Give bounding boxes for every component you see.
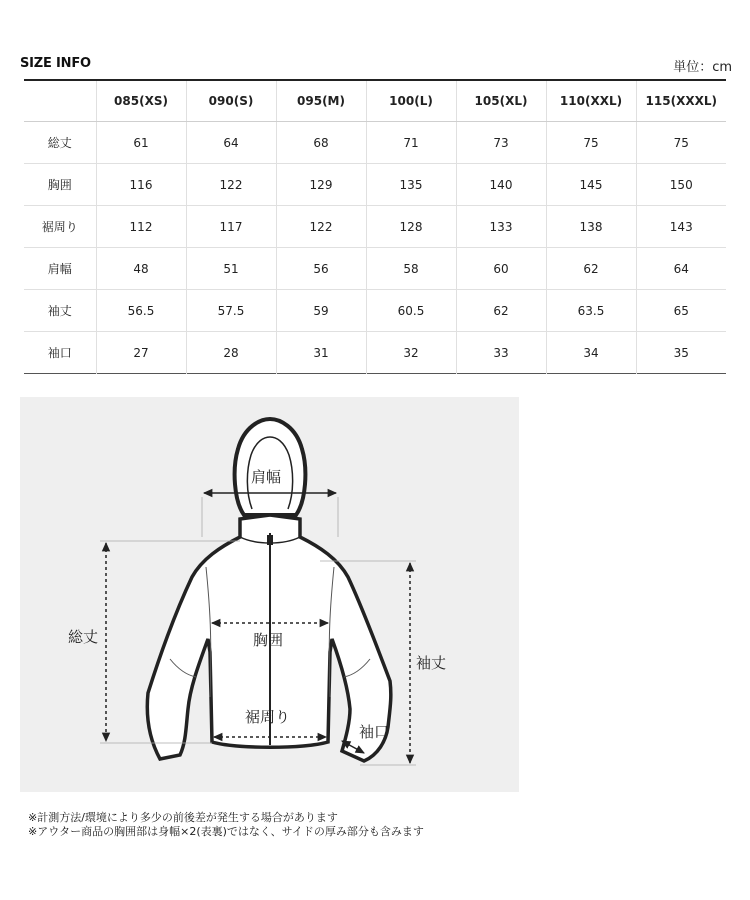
table-cell: 145 (546, 164, 636, 206)
table-row (24, 122, 726, 164)
table-cell: 58 (366, 248, 456, 290)
label-chest: 胸囲 (253, 631, 284, 649)
table-cell: 56.5 (96, 290, 186, 332)
table-cell: 65 (636, 290, 726, 332)
row-label: 袖口 (24, 332, 96, 374)
table-cell: 64 (636, 248, 726, 290)
table-cell: 60.5 (366, 290, 456, 332)
notes (28, 811, 424, 839)
table-cell: 57.5 (186, 290, 276, 332)
table-row (24, 248, 726, 290)
table-row (24, 164, 726, 206)
table-cell: 51 (186, 248, 276, 290)
table-cell: 48 (96, 248, 186, 290)
size-table (24, 79, 726, 374)
table-cell: 75 (546, 122, 636, 164)
label-shoulder: 肩幅 (251, 468, 282, 486)
table-cell: 59 (276, 290, 366, 332)
table-cell: 140 (456, 164, 546, 206)
table-cell: 122 (276, 206, 366, 248)
table-cell: 129 (276, 164, 366, 206)
row-label: 裾周り (24, 206, 96, 248)
table-cell: 116 (96, 164, 186, 206)
note-line: ※アウター商品の胸囲部は身幅×2(表裏)ではなく、サイドの厚み部分も含みます (28, 825, 424, 838)
table-cell: 117 (186, 206, 276, 248)
table-cell: 62 (546, 248, 636, 290)
unit-label: 単位：cm (673, 60, 732, 75)
table-row (24, 290, 726, 332)
column-header: 100(L) (366, 80, 456, 122)
table-cell: 73 (456, 122, 546, 164)
column-header: 095(M) (276, 80, 366, 122)
table-cell: 138 (546, 206, 636, 248)
column-header: 115(XXXL) (636, 80, 726, 122)
jacket-illustration (20, 397, 519, 792)
table-cell: 56 (276, 248, 366, 290)
table-cell: 133 (456, 206, 546, 248)
label-length: 総丈 (68, 628, 99, 646)
table-cell: 62 (456, 290, 546, 332)
table-cell: 135 (366, 164, 456, 206)
row-label: 胸囲 (24, 164, 96, 206)
measurement-diagram (20, 397, 519, 792)
table-cell: 27 (96, 332, 186, 374)
label-sleeve: 袖丈 (416, 654, 447, 672)
column-header: 085(XS) (96, 80, 186, 122)
note-line: ※計測方法/環境により多少の前後差が発生する場合があります (28, 811, 338, 824)
row-label: 肩幅 (24, 248, 96, 290)
table-cell: 33 (456, 332, 546, 374)
table-cell: 61 (96, 122, 186, 164)
table-cell: 35 (673, 345, 689, 360)
table-row (24, 206, 726, 248)
row-label: 袖丈 (24, 290, 96, 332)
table-header-row (24, 80, 726, 122)
column-header: 090(S) (186, 80, 276, 122)
table-cell: 122 (186, 164, 276, 206)
table-cell: 60 (456, 248, 546, 290)
table-cell: 32 (366, 332, 456, 374)
section-title: SIZE INFO (20, 56, 91, 71)
table-cell: 34 (546, 332, 636, 374)
table-cell: 112 (96, 206, 186, 248)
label-cuff: 袖口 (359, 723, 390, 741)
table-cell: 128 (366, 206, 456, 248)
column-header: 110(XXL) (546, 80, 636, 122)
column-header: 105(XL) (456, 80, 546, 122)
table-cell: 71 (366, 122, 456, 164)
label-hem: 裾周り (245, 708, 291, 726)
table-corner-cell (24, 80, 96, 122)
zipper-pull (267, 535, 273, 545)
table-cell: 68 (276, 122, 366, 164)
table-row (24, 332, 726, 374)
table-cell: 63.5 (546, 290, 636, 332)
table-cell: 143 (636, 206, 726, 248)
table-cell: 31 (276, 332, 366, 374)
table-cell: 75 (636, 122, 726, 164)
table-cell: 28 (186, 332, 276, 374)
table-cell: 64 (186, 122, 276, 164)
row-label: 総丈 (24, 122, 96, 164)
table-cell: 150 (636, 164, 726, 206)
